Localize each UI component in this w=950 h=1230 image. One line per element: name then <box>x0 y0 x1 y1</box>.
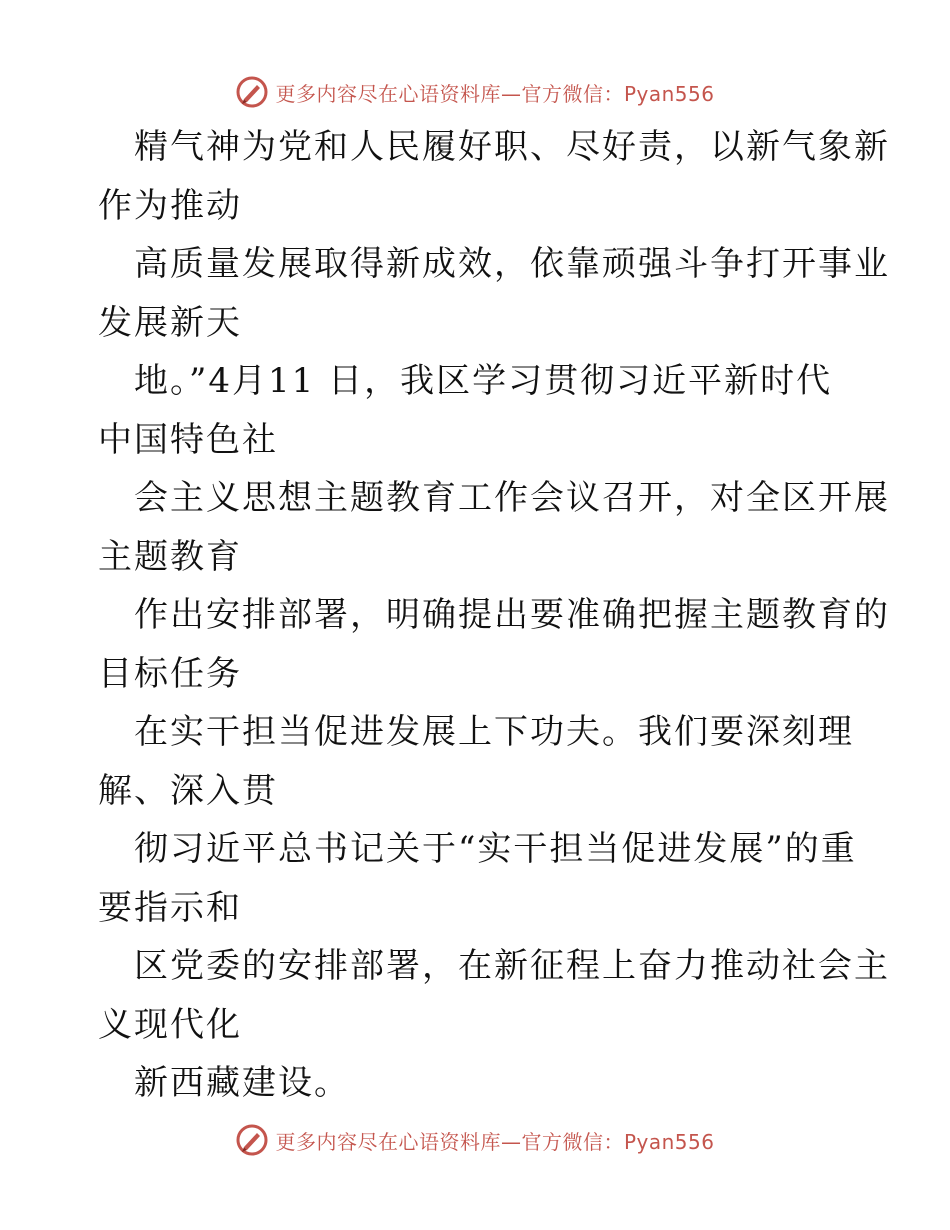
text-line: 在实干担当促进发展上下功夫。我们要深刻理 <box>134 712 854 752</box>
header-watermark <box>0 72 950 112</box>
text-line: 地。”4月11 日，我区学习贯彻习近平新时代 <box>134 361 833 401</box>
text-line: 区党委的安排部署，在新征程上奋力推动社会主 <box>134 946 890 986</box>
text-line: 发展新天 <box>98 302 242 343</box>
text-line: 高质量发展取得新成效，依靠顽强斗争打开事业 <box>134 244 890 284</box>
text-line: 作为推动 <box>98 185 242 226</box>
footer-watermark <box>0 1120 950 1160</box>
text-line: 主题教育 <box>98 536 242 577</box>
text-line: 作出安排部署，明确提出要准确把握主题教育的 <box>134 595 890 635</box>
document-body <box>98 118 890 1113</box>
pen-logo-icon <box>235 1123 269 1157</box>
text-line: 新西藏建设。 <box>134 1063 350 1103</box>
text-line: 会主义思想主题教育工作会议召开，对全区开展 <box>134 478 890 518</box>
text-line: 目标任务 <box>98 653 242 694</box>
watermark-text: 更多内容尽在心语资料库—官方微信：Pyan556 <box>275 81 715 106</box>
pen-logo-icon <box>235 75 269 109</box>
watermark-text: 更多内容尽在心语资料库—官方微信：Pyan556 <box>275 1129 715 1154</box>
text-line: 彻习近平总书记关于“实干担当促进发展”的重 <box>134 829 857 869</box>
text-line: 要指示和 <box>98 887 242 928</box>
text-line: 精气神为党和人民履好职、尽好责，以新气象新 <box>134 127 890 167</box>
text-line: 义现代化 <box>98 1004 242 1045</box>
text-line: 解、深入贯 <box>98 770 278 811</box>
text-line: 中国特色社 <box>98 419 278 460</box>
